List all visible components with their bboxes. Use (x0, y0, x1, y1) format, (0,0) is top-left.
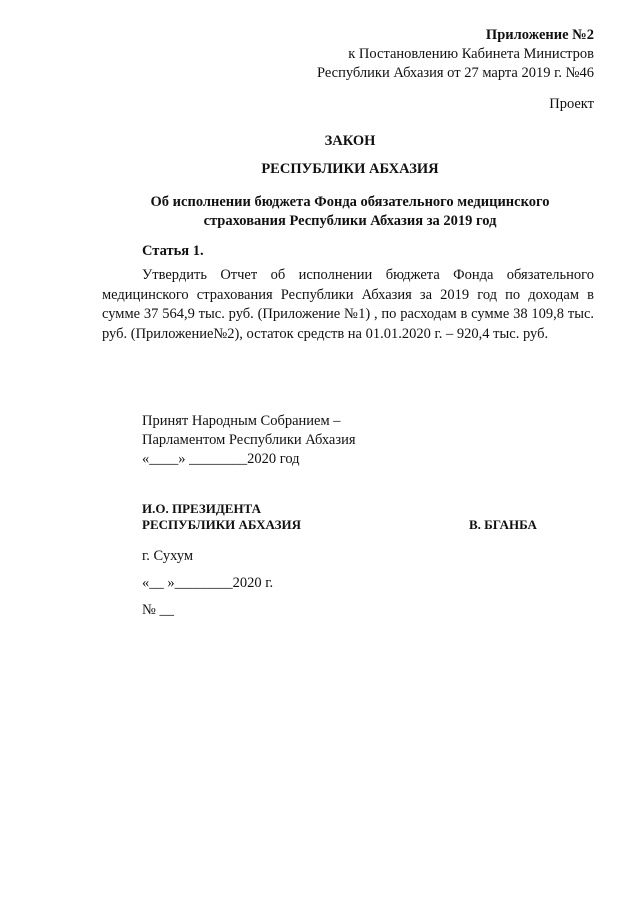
article-text: Утвердить Отчет об исполнении бюджета Фонда обязательного медицинского страхования Республики Абхазия за 2019 год по доходам в сумме 37 564,9 тыс. руб. (Приложение №1) , по расходам в сумме 38 109,8 тыс. руб. (Приложение№2), остаток средств на 01.01.2020 г. – 920,4 тыс. руб. (102, 267, 594, 342)
city: г. Сухум (142, 548, 194, 564)
draft-label: Проект (549, 96, 594, 112)
republic-title: РЕСПУБЛИКИ АБХАЗИЯ (261, 161, 439, 177)
law-subject (100, 193, 600, 231)
adoption-date: «____» ________2020 год (142, 451, 300, 467)
signatory-position-line2: РЕСПУБЛИКИ АБХАЗИЯ (142, 517, 301, 532)
appendix-reference-line1: к Постановлению Кабинета Министров (348, 46, 594, 62)
adoption-line2: Парламентом Республики Абхазия (142, 432, 356, 448)
document-number: № __ (142, 602, 174, 618)
footer-date: «__ »________2020 г. (142, 575, 274, 591)
signatory-name: В. БГАНБА (469, 517, 537, 532)
appendix-title: Приложение №2 (485, 27, 594, 43)
article-heading: Статья 1. (142, 243, 204, 259)
law-subject-line1: Об исполнении бюджета Фонда обязательного медицинского (150, 194, 550, 210)
signatory-position-line1: И.О. ПРЕЗИДЕНТА (142, 501, 261, 516)
adoption-line1: Принят Народным Собранием – (142, 413, 341, 429)
law-subject-line2: страхования Республики Абхазия за 2019 год (203, 213, 497, 229)
appendix-reference-line2: Республики Абхазия от 27 марта 2019 г. №46 (316, 65, 594, 81)
law-title: ЗАКОН (324, 133, 376, 149)
